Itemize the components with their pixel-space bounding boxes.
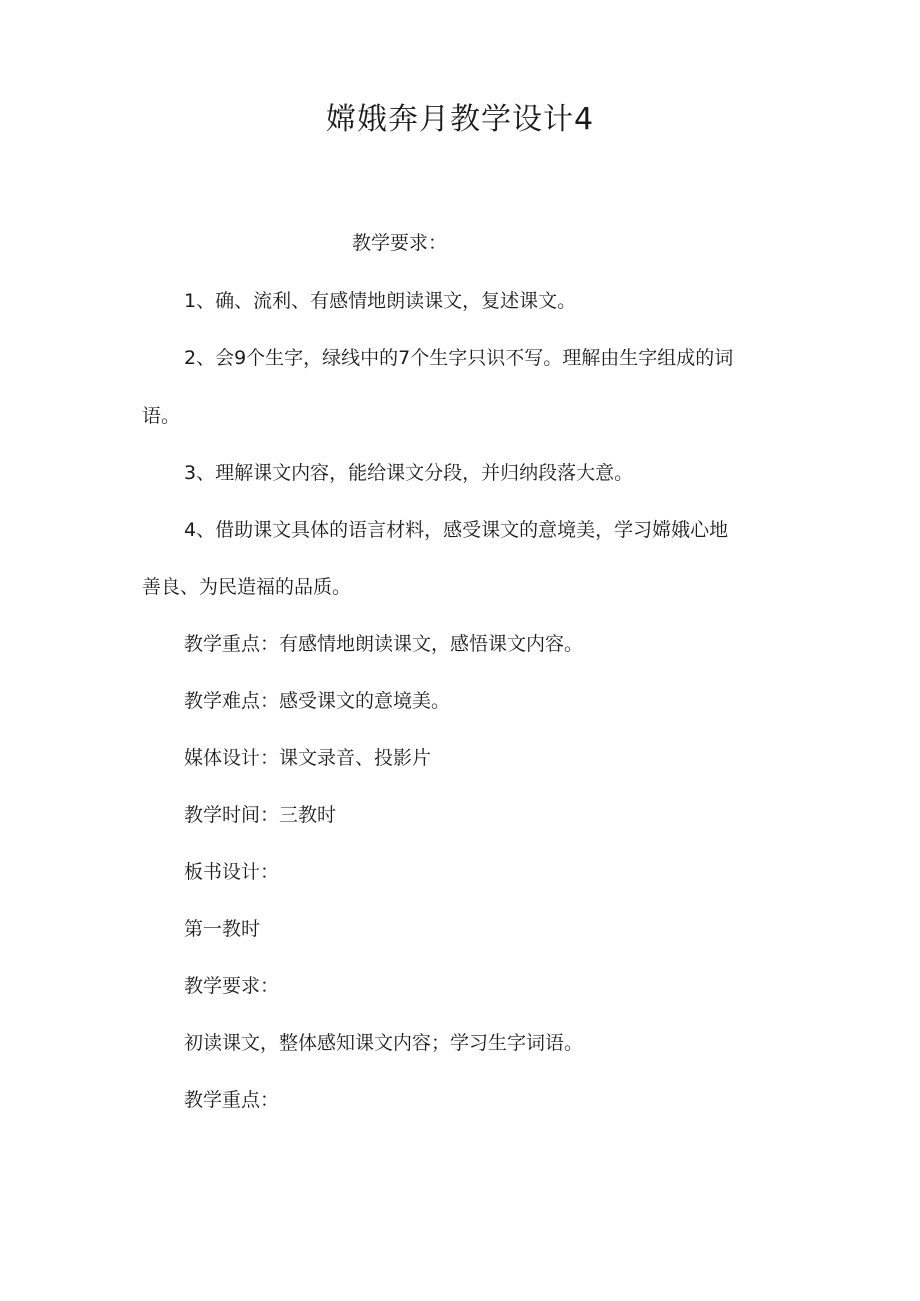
document-title: 嫦娥奔月教学设计4: [325, 102, 595, 137]
first-lesson-requirements-text: 初读课文，整体感知课文内容；学习生字词语。: [184, 1032, 584, 1054]
board-design: 板书设计：: [184, 861, 280, 883]
requirement-item-3: 3、理解课文内容，能给课文分段，并归纳段落大意。: [184, 462, 634, 484]
first-lesson-requirements-heading: 教学要求：: [184, 975, 280, 997]
media-design: 媒体设计：课文录音、投影片: [184, 747, 432, 769]
teaching-difficulties: 教学难点：感受课文的意境美。: [184, 690, 451, 712]
section-heading-teaching-requirements: 教学要求：: [352, 232, 448, 254]
teaching-time: 教学时间：三教时: [184, 804, 337, 826]
first-lesson-key-points-heading: 教学重点：: [184, 1089, 280, 1111]
teaching-key-points: 教学重点：有感情地朗读课文，感悟课文内容。: [184, 633, 584, 655]
first-lesson-heading: 第一教时: [184, 918, 261, 940]
requirement-item-2: 2、会9个生字，绿线中的7个生字只识不写。理解由生字组成的词: [184, 347, 734, 369]
requirement-item-4: 4、借助课文具体的语言材料，感受课文的意境美，学习嫦娥心地: [184, 519, 729, 541]
requirement-item-4-continued: 善良、为民造福的品质。: [142, 576, 352, 598]
requirement-item-2-continued: 语。: [142, 405, 181, 427]
requirement-item-1: 1、确、流利、有感情地朗读课文，复述课文。: [184, 290, 577, 312]
